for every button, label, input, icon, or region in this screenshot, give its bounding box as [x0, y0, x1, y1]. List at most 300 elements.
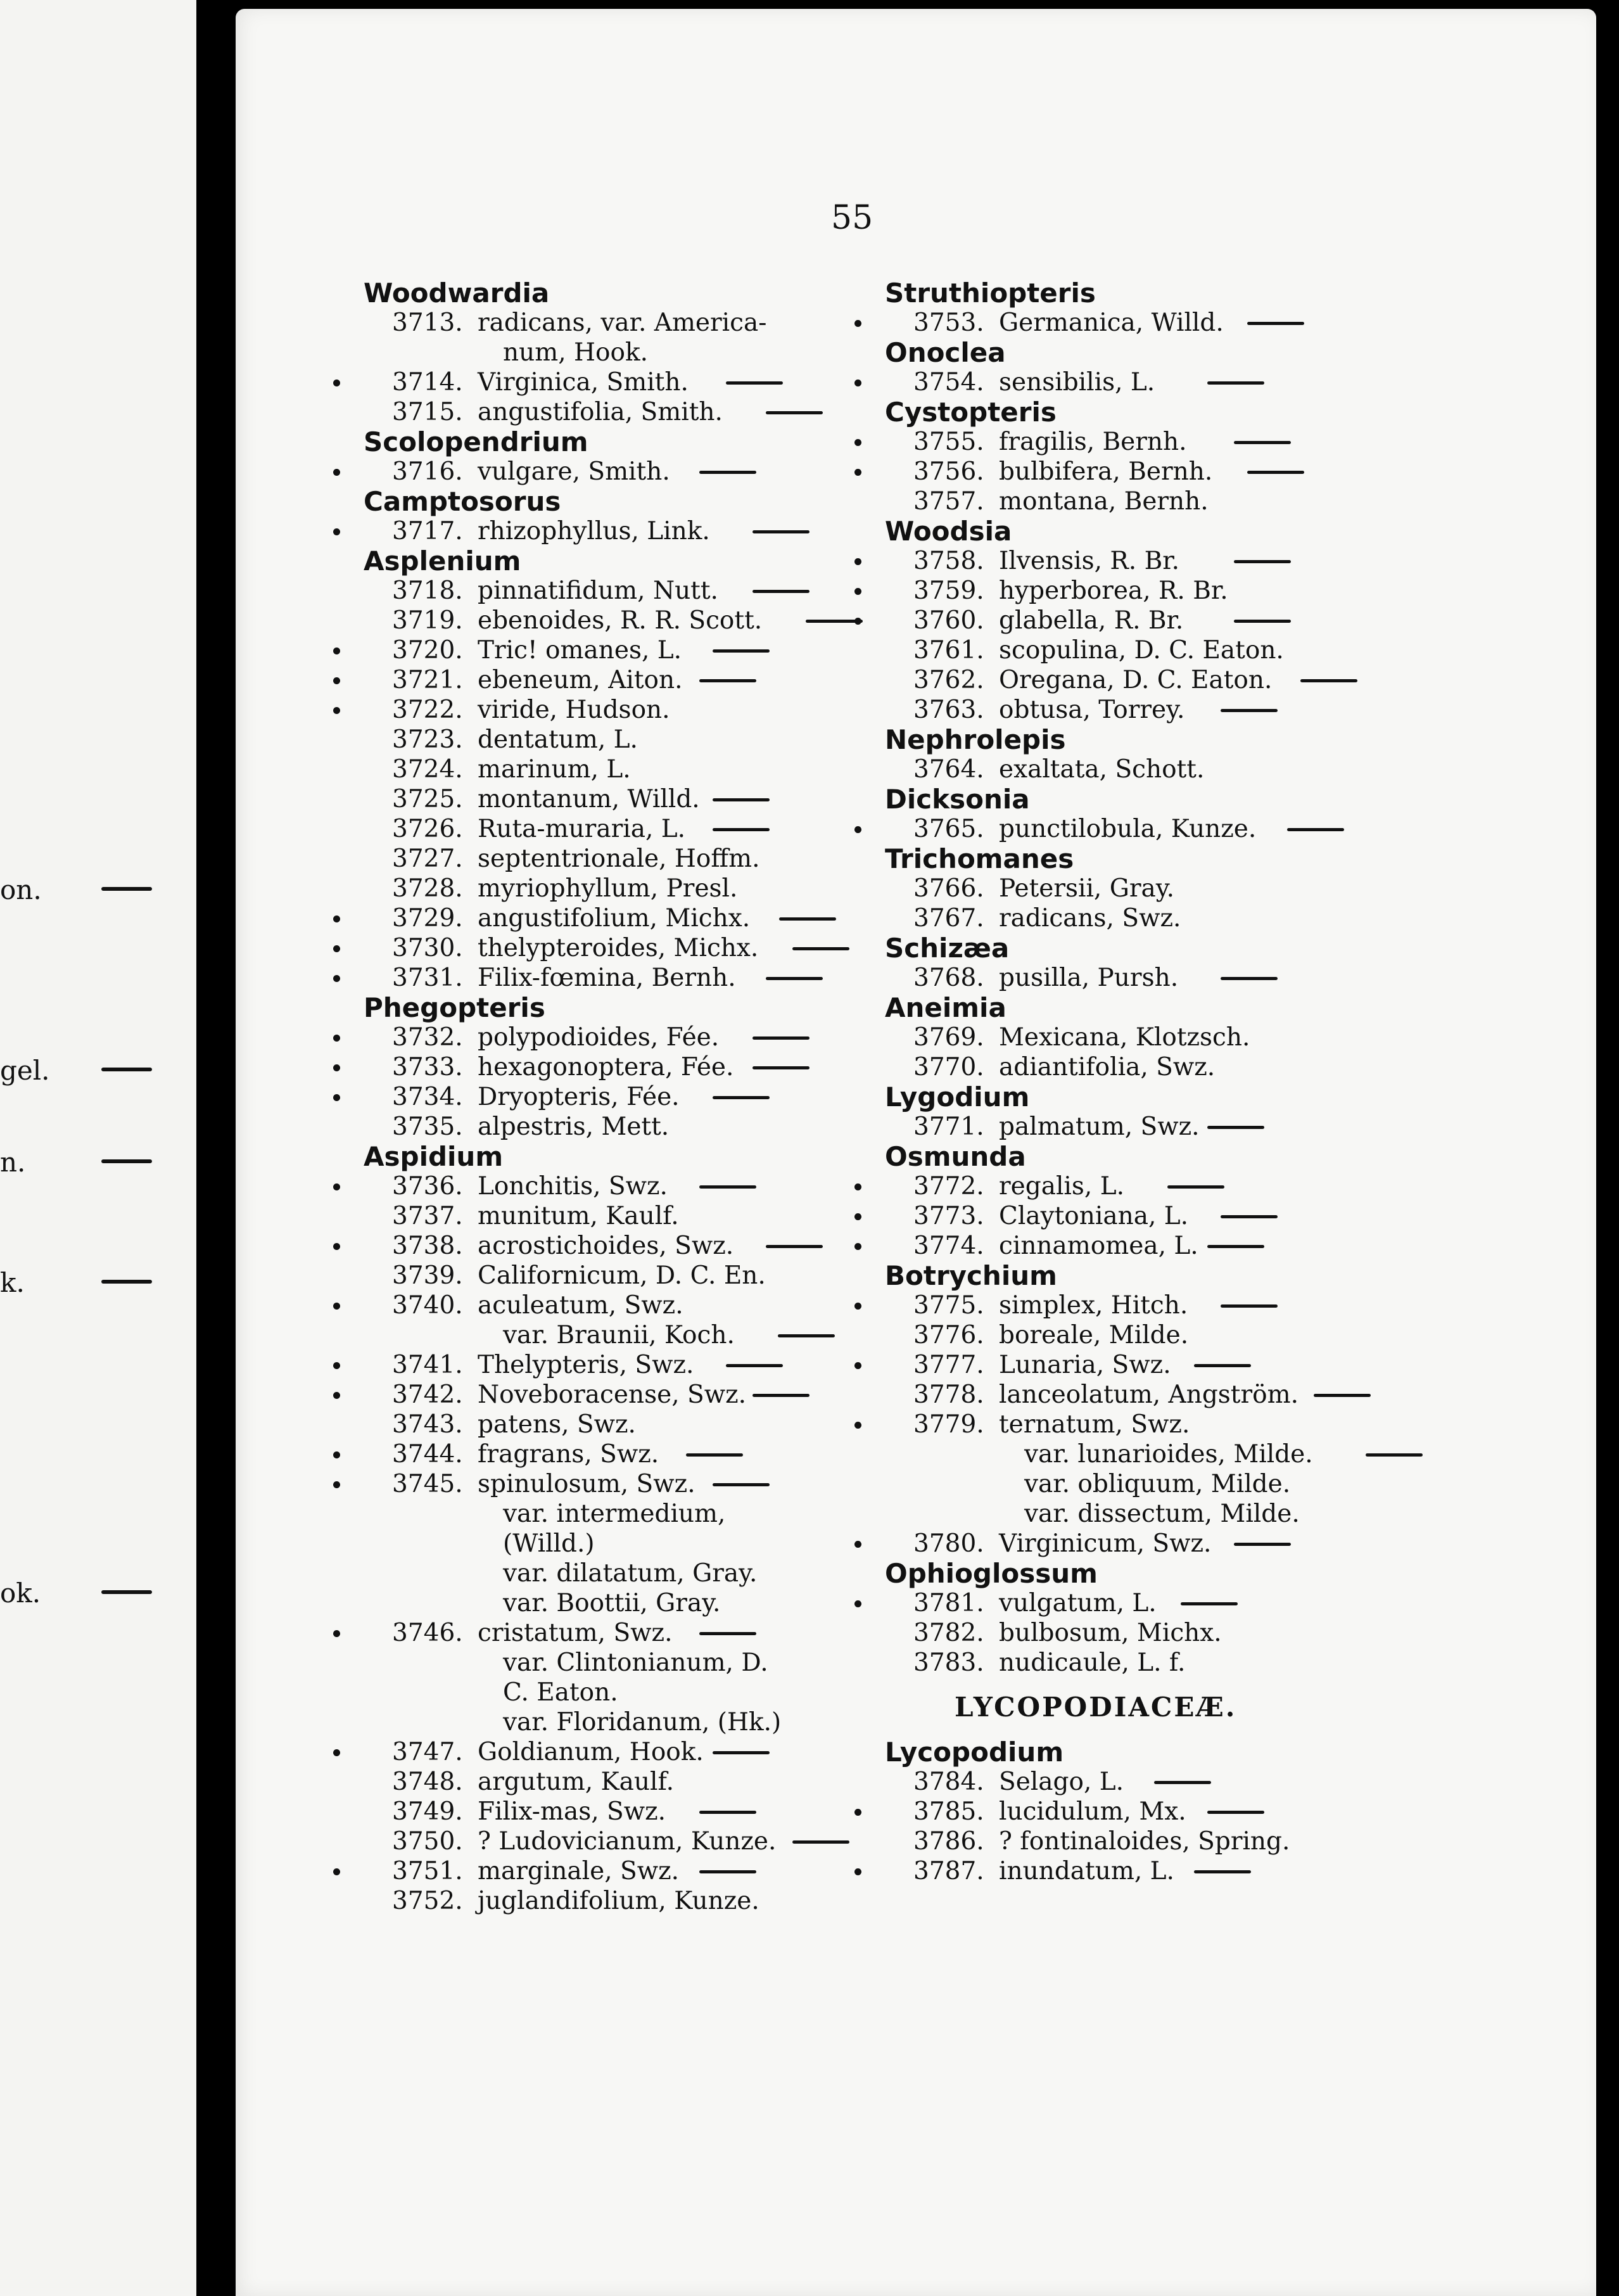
check-mark-icon — [333, 677, 340, 684]
species-name: viride, Hudson. — [478, 696, 670, 724]
species-name: Oregana, D. C. Eaton. — [999, 666, 1273, 694]
catalog-number: 3763. — [913, 696, 984, 724]
species-name: patens, Swz. — [478, 1410, 636, 1439]
species-name: Filix-mas, Swz. — [478, 1797, 666, 1826]
pencil-dash-mark — [726, 1364, 783, 1367]
species-name: palmatum, Swz. — [999, 1113, 1200, 1141]
species-entry — [885, 1291, 1582, 1320]
pencil-dash-mark — [766, 1245, 823, 1248]
species-name: sensibilis, L. — [999, 368, 1155, 397]
genus-heading: Woodsia — [885, 516, 1012, 547]
pencil-dash-mark — [1221, 1304, 1278, 1308]
catalog-number: 3783. — [913, 1649, 984, 1677]
species-entry — [885, 695, 1582, 725]
species-entry — [885, 1856, 1582, 1886]
pencil-dash-mark — [1366, 1453, 1423, 1457]
species-entry — [885, 1767, 1582, 1797]
pencil-dash-mark — [752, 590, 810, 593]
species-name: vulgare, Smith. — [478, 457, 670, 486]
catalog-number: 3780. — [913, 1529, 984, 1558]
pencil-dash-mark — [1300, 679, 1357, 682]
pencil-dash-mark — [699, 1632, 756, 1635]
right-column — [885, 278, 1582, 1886]
species-name: cinnamomea, L. — [999, 1232, 1198, 1260]
species-entry — [885, 635, 1582, 665]
species-entry — [885, 367, 1582, 397]
species-entry — [885, 1231, 1582, 1261]
catalog-number: 3715. — [392, 398, 463, 426]
catalog-number: 3743. — [392, 1410, 463, 1439]
species-name: lanceolatum, Angström. — [999, 1381, 1298, 1409]
pencil-dash-mark — [1181, 1602, 1238, 1605]
check-mark-icon — [854, 1541, 861, 1548]
pencil-dash-mark — [1207, 1245, 1264, 1248]
species-name: munitum, Kaulf. — [478, 1202, 679, 1230]
catalog-number: 3744. — [392, 1440, 463, 1469]
catalog-number: 3754. — [913, 368, 984, 397]
check-mark-icon — [333, 1035, 340, 1042]
check-mark-icon — [333, 1362, 340, 1369]
species-name: nudicaule, L. f. — [999, 1649, 1186, 1677]
genus-heading: Woodwardia — [364, 277, 550, 309]
species-name: Ilvensis, R. Br. — [999, 547, 1179, 575]
check-mark-icon — [333, 1749, 340, 1756]
catalog-number: 3713. — [392, 309, 463, 337]
species-entry — [885, 874, 1582, 903]
pencil-dash-mark — [752, 530, 810, 533]
check-mark-icon — [333, 1064, 340, 1071]
catalog-number: 3739. — [392, 1261, 463, 1290]
species-name: fragilis, Bernh. — [999, 428, 1187, 456]
catalog-number: 3725. — [392, 785, 463, 813]
pencil-dash-mark — [713, 649, 770, 653]
catalog-number: 3766. — [913, 874, 984, 903]
check-mark-icon — [854, 379, 861, 386]
pencil-dash-mark — [1234, 1543, 1291, 1546]
check-mark-icon — [854, 1362, 861, 1369]
genus-heading: Trichomanes — [885, 843, 1074, 874]
species-entry — [885, 308, 1582, 338]
species-name: rhizophyllus, Link. — [478, 517, 710, 545]
catalog-number: 3758. — [913, 547, 984, 575]
catalog-number: 3717. — [392, 517, 463, 545]
check-mark-icon — [854, 439, 861, 446]
catalog-number: 3728. — [392, 874, 463, 903]
variety-entry — [885, 1499, 1582, 1529]
catalog-number: 3770. — [913, 1053, 984, 1081]
adjacent-page-fragment: ok. — [0, 1578, 41, 1609]
genus-heading: Ophioglossum — [885, 1558, 1098, 1589]
species-name: regalis, L. — [999, 1172, 1124, 1201]
family-heading: LYCOPODIACEÆ. — [955, 1692, 1237, 1723]
genus-heading: Phegopteris — [364, 992, 545, 1023]
species-name: inundatum, L. — [999, 1857, 1174, 1885]
catalog-number: 3730. — [392, 934, 463, 962]
pencil-dash-mark — [792, 947, 849, 950]
species-name: var. Boottii, Gray. — [503, 1589, 721, 1617]
catalog-number: 3748. — [392, 1768, 463, 1796]
variety-entry — [885, 1439, 1582, 1469]
catalog-number: 3769. — [913, 1023, 984, 1052]
species-name: ? Ludovicianum, Kunze. — [478, 1827, 777, 1856]
species-entry — [885, 1320, 1582, 1350]
species-name: montana, Bernh. — [999, 487, 1209, 516]
catalog-number: 3785. — [913, 1797, 984, 1826]
species-name: Thelypteris, Swz. — [478, 1351, 694, 1379]
species-name: angustifolium, Michx. — [478, 904, 751, 933]
species-entry — [885, 1052, 1582, 1082]
check-mark-icon — [854, 1809, 861, 1816]
species-entry — [885, 814, 1582, 844]
check-mark-icon — [333, 1481, 340, 1488]
species-name: ? fontinaloides, Spring. — [999, 1827, 1290, 1856]
species-name: cristatum, Swz. — [478, 1619, 673, 1647]
catalog-number: 3752. — [392, 1887, 463, 1915]
pencil-dash-mark — [1287, 828, 1344, 831]
pencil-dash-mark — [713, 1483, 770, 1486]
catalog-number: 3773. — [913, 1202, 984, 1230]
species-name: hexagonoptera, Fée. — [478, 1053, 734, 1081]
species-name: bulbosum, Michx. — [999, 1619, 1222, 1647]
species-name: simplex, Hitch. — [999, 1291, 1188, 1320]
pencil-dash-mark — [713, 798, 770, 801]
species-name: glabella, R. Br. — [999, 606, 1184, 635]
catalog-number: 3740. — [392, 1291, 463, 1320]
pencil-dash-mark — [686, 1453, 743, 1457]
pencil-dash-mark — [1167, 1185, 1224, 1189]
pencil-dash-mark — [1234, 441, 1291, 444]
genus-heading: Onoclea — [885, 337, 1006, 368]
pencil-dash-mark — [752, 1066, 810, 1069]
species-name: montanum, Willd. — [478, 785, 700, 813]
species-name: Germanica, Willd. — [999, 309, 1224, 337]
species-entry — [885, 963, 1582, 993]
species-entry — [885, 427, 1582, 457]
check-mark-icon — [333, 975, 340, 982]
catalog-number: 3753. — [913, 309, 984, 337]
check-mark-icon — [854, 1868, 861, 1875]
catalog-number: 3718. — [392, 577, 463, 605]
pencil-dash-mark — [101, 1590, 152, 1594]
catalog-number: 3736. — [392, 1172, 463, 1201]
species-entry — [885, 576, 1582, 606]
species-name: angustifolia, Smith. — [478, 398, 723, 426]
species-entry — [885, 1797, 1582, 1827]
pencil-dash-mark — [699, 1870, 756, 1873]
check-mark-icon — [854, 826, 861, 833]
pencil-dash-mark — [766, 411, 823, 414]
species-name: (Willd.) — [503, 1529, 595, 1558]
check-mark-icon — [333, 1183, 340, 1190]
species-name: punctilobula, Kunze. — [999, 815, 1257, 843]
species-name: var. dilatatum, Gray. — [503, 1559, 758, 1588]
genus-heading: Aspidium — [364, 1141, 504, 1172]
species-entry — [885, 546, 1582, 576]
pencil-dash-mark — [101, 1159, 152, 1163]
catalog-number: 3747. — [392, 1738, 463, 1766]
species-name: var. intermedium, — [503, 1500, 726, 1528]
catalog-number: 3774. — [913, 1232, 984, 1260]
species-name: var. Clintonianum, D. — [503, 1649, 768, 1677]
species-name: lucidulum, Mx. — [999, 1797, 1186, 1826]
species-name: var. Braunii, Koch. — [503, 1321, 735, 1349]
species-name: Mexicana, Klotzsch. — [999, 1023, 1250, 1052]
genus-heading: Botrychium — [885, 1260, 1057, 1291]
species-name: ternatum, Swz. — [999, 1410, 1190, 1439]
catalog-number: 3755. — [913, 428, 984, 456]
pencil-dash-mark — [752, 1036, 810, 1040]
catalog-number: 3759. — [913, 577, 984, 605]
species-name: Selago, L. — [999, 1768, 1124, 1796]
species-name: dentatum, L. — [478, 725, 638, 754]
check-mark-icon — [333, 528, 340, 535]
catalog-number: 3734. — [392, 1083, 463, 1111]
genus-heading: Struthiopteris — [885, 277, 1096, 309]
species-name: Lonchitis, Swz. — [478, 1172, 668, 1201]
catalog-number: 3768. — [913, 964, 984, 992]
pencil-dash-mark — [713, 1096, 770, 1099]
species-name: fragrans, Swz. — [478, 1440, 659, 1469]
species-entry — [885, 1529, 1582, 1559]
genus-heading: Nephrolepis — [885, 724, 1066, 755]
pencil-dash-mark — [101, 1280, 152, 1284]
species-name: boreale, Milde. — [999, 1321, 1189, 1349]
pencil-dash-mark — [1207, 1811, 1264, 1814]
catalog-number: 3721. — [392, 666, 463, 694]
pencil-dash-mark — [1221, 709, 1278, 712]
check-mark-icon — [333, 945, 340, 952]
check-mark-icon — [333, 469, 340, 476]
catalog-number: 3767. — [913, 904, 984, 933]
check-mark-icon — [854, 469, 861, 476]
catalog-number: 3757. — [913, 487, 984, 516]
adjacent-page-edge — [0, 0, 196, 2296]
species-entry — [364, 1886, 1048, 1916]
catalog-number: 3764. — [913, 755, 984, 784]
genus-heading: Scolopendrium — [364, 426, 588, 457]
species-entry — [885, 606, 1582, 635]
check-mark-icon — [333, 1094, 340, 1101]
catalog-number: 3772. — [913, 1172, 984, 1201]
catalog-number: 3786. — [913, 1827, 984, 1856]
catalog-number: 3719. — [392, 606, 463, 635]
catalog-number: 3738. — [392, 1232, 463, 1260]
species-name: scopulina, D. C. Eaton. — [999, 636, 1284, 665]
pencil-dash-mark — [1207, 1126, 1264, 1129]
catalog-number: 3760. — [913, 606, 984, 635]
pencil-dash-mark — [1221, 977, 1278, 980]
check-mark-icon — [333, 1392, 340, 1399]
pencil-dash-mark — [1247, 322, 1304, 325]
check-mark-icon — [854, 1422, 861, 1429]
species-name: alpestris, Mett. — [478, 1113, 670, 1141]
catalog-number: 3750. — [392, 1827, 463, 1856]
catalog-number: 3745. — [392, 1470, 463, 1498]
species-name: Claytoniana, L. — [999, 1202, 1189, 1230]
variety-entry — [885, 1469, 1582, 1499]
species-name: acrostichoides, Swz. — [478, 1232, 734, 1260]
species-name: exaltata, Schott. — [999, 755, 1205, 784]
species-name: juglandifolium, Kunze. — [478, 1887, 759, 1915]
catalog-number: 3741. — [392, 1351, 463, 1379]
species-name: Filix-fœmina, Bernh. — [478, 964, 736, 992]
species-name: myriophyllum, Presl. — [478, 874, 738, 903]
pencil-dash-mark — [1234, 620, 1291, 623]
pencil-dash-mark — [766, 977, 823, 980]
species-entry — [885, 1023, 1582, 1052]
species-name: Virginicum, Swz. — [999, 1529, 1212, 1558]
catalog-number: 3787. — [913, 1857, 984, 1885]
catalog-number: 3782. — [913, 1619, 984, 1647]
pencil-dash-mark — [699, 1811, 756, 1814]
adjacent-page-fragment: n. — [0, 1147, 26, 1178]
pencil-dash-mark — [752, 1394, 810, 1397]
catalog-number: 3742. — [392, 1381, 463, 1409]
species-entry — [885, 1410, 1582, 1439]
pencil-dash-mark — [1194, 1870, 1251, 1873]
catalog-number: 3778. — [913, 1381, 984, 1409]
species-name: septentrionale, Hoffm. — [478, 845, 760, 873]
species-name: Lunaria, Swz. — [999, 1351, 1171, 1379]
pencil-dash-mark — [1314, 1394, 1371, 1397]
catalog-number: 3722. — [392, 696, 463, 724]
check-mark-icon — [854, 1303, 861, 1310]
species-entry — [885, 1618, 1582, 1648]
catalog-number: 3761. — [913, 636, 984, 665]
species-entry — [885, 665, 1582, 695]
pencil-dash-mark — [101, 1068, 152, 1071]
adjacent-page-fragment: k. — [0, 1267, 25, 1298]
catalog-number: 3775. — [913, 1291, 984, 1320]
species-name: Petersii, Gray. — [999, 874, 1175, 903]
catalog-number: 3749. — [392, 1797, 463, 1826]
catalog-page — [236, 9, 1596, 2296]
check-mark-icon — [854, 1243, 861, 1250]
species-name: marginale, Swz. — [478, 1857, 680, 1885]
check-mark-icon — [854, 1600, 861, 1607]
pencil-dash-mark — [726, 381, 783, 385]
species-name: var. Floridanum, (Hk.) — [503, 1708, 782, 1737]
adjacent-page-fragment: gel. — [0, 1055, 50, 1086]
species-name: spinulosum, Swz. — [478, 1470, 695, 1498]
species-entry — [885, 1201, 1582, 1231]
catalog-number: 3771. — [913, 1113, 984, 1141]
check-mark-icon — [333, 1868, 340, 1875]
species-name: var. obliquum, Milde. — [1024, 1470, 1291, 1498]
species-entry — [885, 487, 1582, 516]
catalog-number: 3726. — [392, 815, 463, 843]
check-mark-icon — [333, 915, 340, 922]
genus-heading: Aneimia — [885, 992, 1006, 1023]
catalog-number: 3732. — [392, 1023, 463, 1052]
species-name: var. lunarioides, Milde. — [1024, 1440, 1313, 1469]
species-entry — [885, 1380, 1582, 1410]
check-mark-icon — [333, 1243, 340, 1250]
genus-heading: Camptosorus — [364, 486, 561, 517]
genus-heading: Osmunda — [885, 1141, 1026, 1172]
pencil-dash-mark — [1194, 1364, 1251, 1367]
check-mark-icon — [854, 588, 861, 595]
species-name: obtusa, Torrey. — [999, 696, 1185, 724]
species-name: C. Eaton. — [503, 1678, 618, 1707]
species-entry — [885, 903, 1582, 933]
pencil-dash-mark — [713, 1751, 770, 1754]
species-entry — [885, 1588, 1582, 1618]
species-name: Tric! omanes, L. — [478, 636, 682, 665]
catalog-number: 3777. — [913, 1351, 984, 1379]
catalog-number: 3762. — [913, 666, 984, 694]
species-entry — [885, 1171, 1582, 1201]
check-mark-icon — [333, 1303, 340, 1310]
catalog-number: 3720. — [392, 636, 463, 665]
pencil-dash-mark — [713, 828, 770, 831]
species-name: Virginica, Smith. — [478, 368, 689, 397]
species-name: Dryopteris, Fée. — [478, 1083, 680, 1111]
species-entry — [885, 457, 1582, 487]
pencil-dash-mark — [779, 917, 836, 921]
species-name: bulbifera, Bernh. — [999, 457, 1213, 486]
pencil-dash-mark — [1234, 560, 1291, 563]
pencil-dash-mark — [101, 887, 152, 891]
species-name: var. dissectum, Milde. — [1024, 1500, 1300, 1528]
pencil-dash-mark — [699, 679, 756, 682]
check-mark-icon — [333, 647, 340, 654]
check-mark-icon — [854, 320, 861, 327]
catalog-number: 3765. — [913, 815, 984, 843]
catalog-number: 3731. — [392, 964, 463, 992]
catalog-number: 3756. — [913, 457, 984, 486]
species-name: Californicum, D. C. En. — [478, 1261, 766, 1290]
catalog-number: 3716. — [392, 457, 463, 486]
species-name: radicans, var. America- — [478, 309, 767, 337]
species-name: polypodioides, Fée. — [478, 1023, 720, 1052]
check-mark-icon — [333, 379, 340, 386]
species-name: Noveboracense, Swz. — [478, 1381, 747, 1409]
page-number: 55 — [831, 199, 873, 237]
catalog-number: 3714. — [392, 368, 463, 397]
pencil-dash-mark — [1207, 381, 1264, 385]
catalog-number: 3746. — [392, 1619, 463, 1647]
catalog-number: 3737. — [392, 1202, 463, 1230]
catalog-number: 3776. — [913, 1321, 984, 1349]
catalog-number: 3733. — [392, 1053, 463, 1081]
species-name: Goldianum, Hook. — [478, 1738, 704, 1766]
pencil-dash-mark — [1247, 471, 1304, 474]
species-entry — [885, 1350, 1582, 1380]
species-name: num, Hook. — [503, 338, 649, 367]
catalog-number: 3727. — [392, 845, 463, 873]
species-name: marinum, L. — [478, 755, 631, 784]
catalog-number: 3751. — [392, 1857, 463, 1885]
check-mark-icon — [854, 1183, 861, 1190]
pencil-dash-mark — [1154, 1781, 1211, 1784]
genus-heading: Asplenium — [364, 545, 521, 577]
genus-heading: Lycopodium — [885, 1737, 1064, 1768]
genus-heading: Lygodium — [885, 1081, 1030, 1113]
check-mark-icon — [854, 558, 861, 565]
species-name: hyperborea, R. Br. — [999, 577, 1228, 605]
pencil-dash-mark — [699, 471, 756, 474]
adjacent-page-fragment: on. — [0, 874, 42, 905]
pencil-dash-mark — [778, 1334, 835, 1337]
species-entry — [885, 1827, 1582, 1856]
species-name: pusilla, Pursh. — [999, 964, 1179, 992]
check-mark-icon — [854, 618, 861, 625]
genus-heading: Cystopteris — [885, 397, 1057, 428]
species-name: ebenoides, R. R. Scott. — [478, 606, 763, 635]
species-name: pinnatifidum, Nutt. — [478, 577, 718, 605]
species-name: aculeatum, Swz. — [478, 1291, 683, 1320]
